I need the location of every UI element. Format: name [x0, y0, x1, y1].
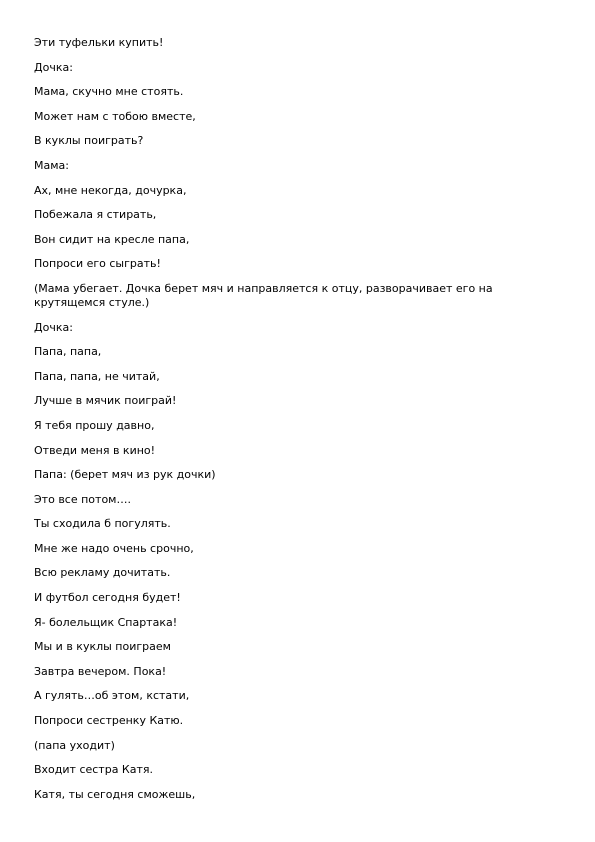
text-line: Это все потом….: [34, 492, 131, 506]
text-line: Папа, папа, не читай,: [34, 369, 160, 383]
text-line: А гулять…об этом, кстати,: [34, 689, 190, 703]
text-line: Мне же надо очень срочно,: [34, 541, 194, 555]
text-line: Всю рекламу дочитать.: [34, 566, 171, 580]
text-line: Отведи меня в кино!: [34, 443, 156, 457]
text-line: Завтра вечером. Пока!: [34, 664, 167, 678]
text-line: Попроси его сыграть!: [34, 257, 161, 271]
text-line: Эти туфельки купить!: [34, 36, 164, 49]
text-line: Вон сидит на кресле папа,: [34, 232, 190, 246]
text-line: Побежала я стирать,: [34, 208, 157, 222]
speaker-label: Дочка:: [34, 60, 73, 74]
text-line: Может нам с тобою вместе,: [34, 109, 196, 123]
text-line: Я тебя прошу давно,: [34, 418, 155, 432]
stage-direction: (Мама убегает. Дочка берет мяч и направляется к отцу, разворачивает его на крутящемся стуле.): [34, 281, 493, 309]
speaker-label: Папа: (берет мяч из рук дочки): [34, 468, 216, 482]
speaker-label: Мама:: [34, 158, 69, 172]
text-line: Катя, ты сегодня сможешь,: [34, 787, 196, 801]
text-line: Мама, скучно мне стоять.: [34, 85, 184, 99]
speaker-label: Дочка:: [34, 320, 73, 334]
stage-direction: Входит сестра Катя.: [34, 763, 154, 777]
text-line: Ах, мне некогда, дочурка,: [34, 183, 187, 197]
stage-direction: (папа уходит): [34, 738, 115, 752]
text-line: И футбол сегодня будет!: [34, 591, 181, 605]
text-line: Ты сходила б погулять.: [34, 517, 171, 531]
text-line: Попроси сестренку Катю.: [34, 714, 184, 728]
text-line: Я- болельщик Спартака!: [34, 615, 178, 629]
text-line: Папа, папа,: [34, 345, 102, 359]
text-line: Лучше в мячик поиграй!: [34, 394, 177, 408]
text-line: В куклы поиграть?: [34, 134, 144, 148]
text-line: Мы и в куклы поиграем: [34, 640, 171, 654]
document-body: [34, 36, 504, 812]
